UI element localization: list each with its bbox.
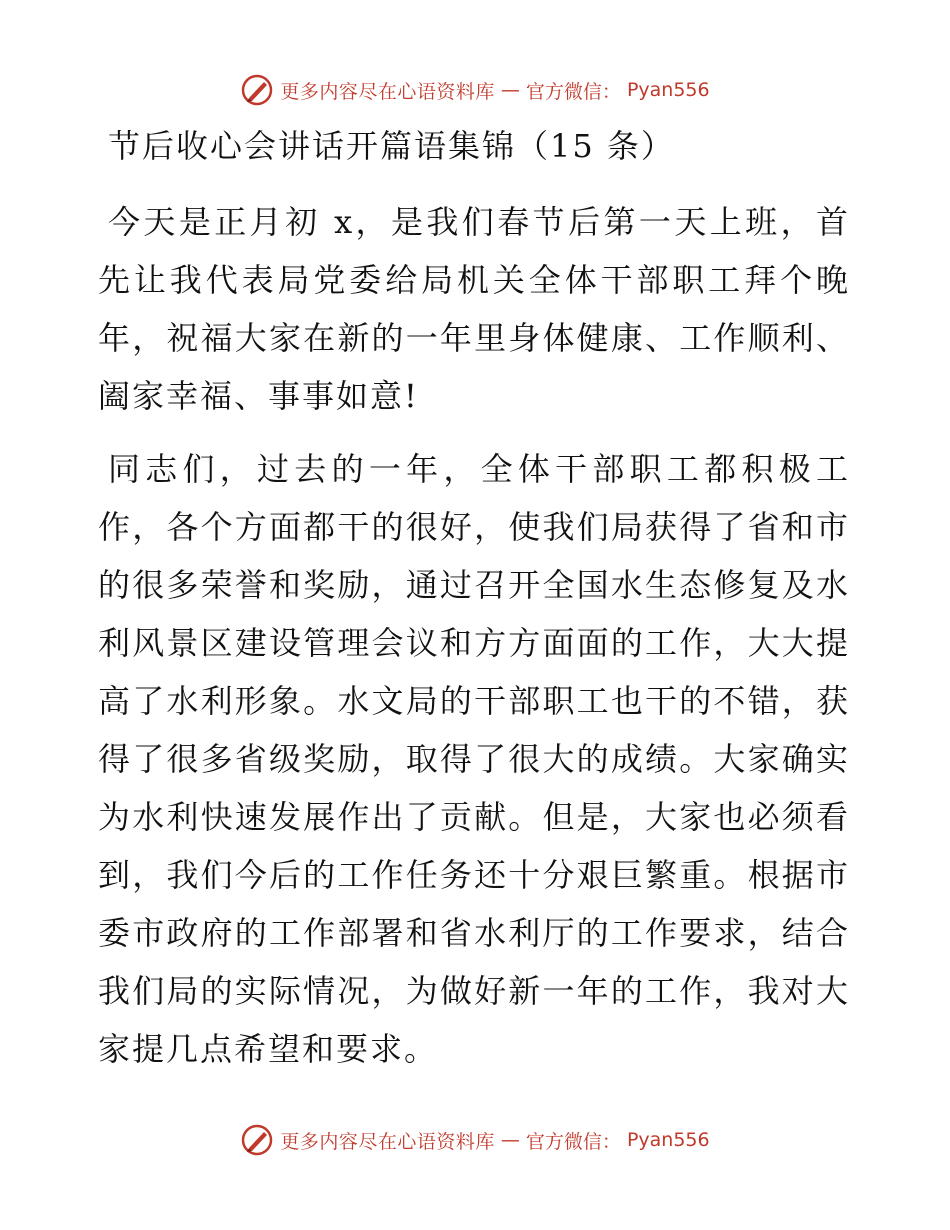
banner-wechat-id: Pyan556: [626, 79, 710, 101]
banner-text: 更多内容尽在心语资料库: [280, 80, 495, 103]
banner-wechat-id: Pyan556: [626, 1129, 710, 1151]
pen-seal-logo-icon: [240, 73, 274, 107]
pen-seal-logo-icon: [240, 1123, 274, 1157]
document-title: 节后收心会讲话开篇语集锦（15 条）: [108, 127, 675, 165]
paragraph-review: 同志们，过去的一年，全体干部职工都积极工作，各个方面都干的很好，使我们局获得了省和市的很多荣誉和奖励，通过召开全国水生态修复及水利风景区建设管理会议和方方面面的工作，大大提高了水利形象。水文局的干部职工也干的不错，获得了很多省级奖励，取得了很大的成绩。大家确实为水利快速发展作出了贡献。但是，大家也必须看到，我们今后的工作任务还十分艰巨繁重。根据市委市政府的工作部署和省水利厅的工作要求，结合我们局的实际情况，为做好新一年的工作，我对大家提几点希望和要求。: [98, 450, 850, 1068]
footer-banner: [0, 1118, 950, 1162]
banner-wechat-label: 官方微信：: [525, 80, 621, 103]
banner-text: 更多内容尽在心语资料库: [280, 1130, 495, 1153]
banner-separator: —: [500, 1129, 520, 1151]
banner-separator: —: [500, 79, 520, 101]
header-banner: [0, 68, 950, 112]
banner-wechat-label: 官方微信：: [525, 1130, 621, 1153]
paragraph-greeting: 今天是正月初 x，是我们春节后第一天上班，首先让我代表局党委给局机关全体干部职工拜个晚年，祝福大家在新的一年里身体健康、工作顺利、阖家幸福、事事如意!: [98, 203, 850, 415]
